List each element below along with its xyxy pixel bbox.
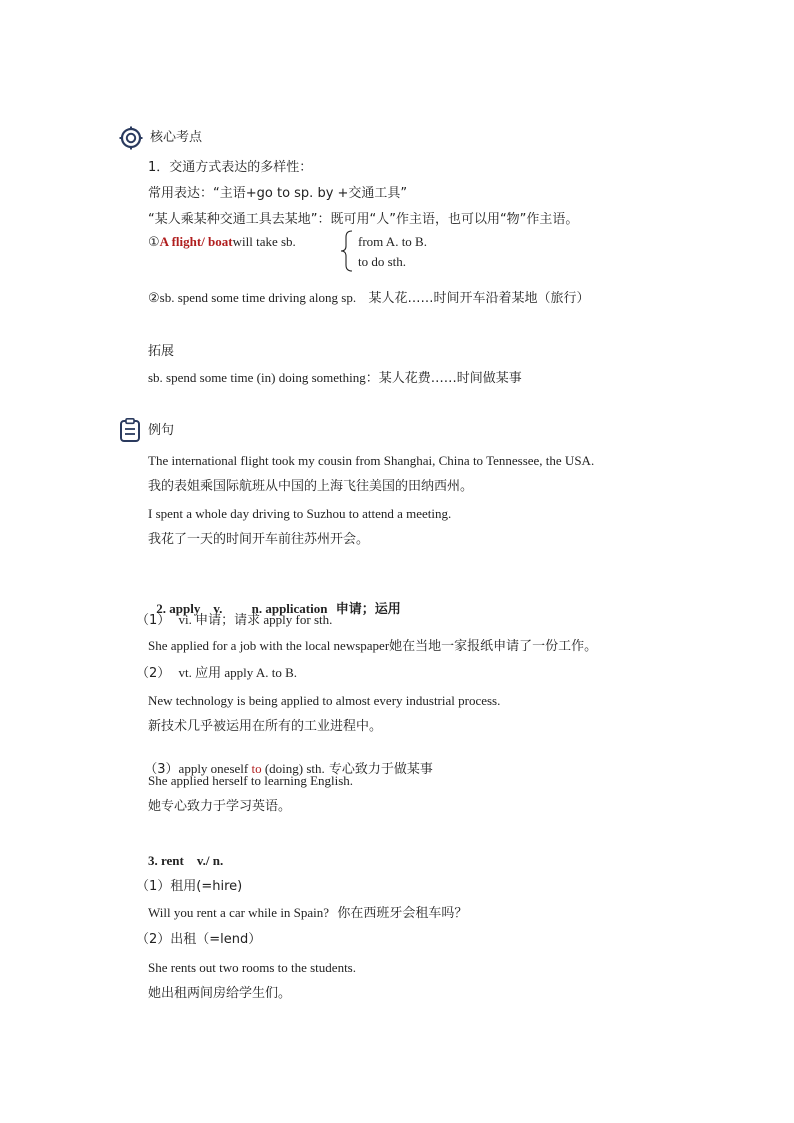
pattern2 [148,290,590,307]
apply-point2-number: （2） [136,666,171,681]
curly-brace-icon [340,230,354,272]
pattern1-option-from: from A. to B. [358,234,427,249]
apply-point3-cn: 专心致力于做某事 [324,762,433,777]
common-expression: 常用表达：“主语+go to sp. by +交通工具” [148,186,408,201]
apply-point2-text: vt. 应用 apply A. to B. [178,665,297,680]
pattern1-option-todo: to do sth. [358,254,407,269]
example1-cn: 我的表姐乘国际航班从中国的上海飞往美国的田纳西州。 [148,479,474,494]
section-title-example: 例句 [148,423,175,438]
someone-travel-rule: “某人乘某种交通工具去某地”：既可用“人”作主语，也可以用“物”作主语。 [148,212,579,227]
apply-point3-example-cn: 她专心致力于学习英语。 [148,799,292,814]
apply-point2-example-en: New technology is being applied to almost every industrial process. [148,693,501,708]
pattern2-cn: 某人花……时间开车沿着某地（旅行） [368,291,590,306]
rent-point1: （1）租用(=hire) [136,879,243,894]
rent-point2-example-cn: 她出租两间房给学生们。 [148,986,292,1001]
apply-point3-example-en: She applied herself to learning English. [148,773,354,788]
example1-en: The international flight took my cousin from Shanghai, China to Tennessee, the USA. [148,453,595,468]
apply-point2 [136,665,297,682]
extension-cn: ：某人花费……时间做某事 [365,371,522,386]
pattern1-subject: A flight/ boat [159,234,233,249]
rent-point1-example-cn: 你在西班牙会租车吗？ [337,906,468,921]
extension-en: sb. spend some time (in) doing something [148,370,366,385]
apply-point3-to: to [251,761,262,776]
rent-point2: （2）出租（=lend） [136,932,262,947]
apply-heading-cn: 申请；运用 [335,602,401,617]
apply-point1-example-en: She applied for a job with the local newspaper [148,638,390,653]
example2-en: I spent a whole day driving to Suzhou to attend a meeting. [148,506,452,521]
section-title-core: 核心考点 [150,130,203,145]
rent-point1-example-en: Will you rent a car while in Spain? [148,905,330,920]
apply-point1-number: （1） [136,613,171,628]
rent-heading: 3. rent v./ n. [148,853,224,868]
pattern1 [148,234,296,251]
example2-cn: 我花了一天的时间开车前往苏州开会。 [148,532,370,547]
pattern2-en: ②sb. spend some time driving along sp. [148,290,357,305]
rent-point1-example [148,905,467,922]
pattern1-prefix: ① [148,235,160,250]
apply-point1 [136,612,332,629]
extension-title: 拓展 [148,344,175,359]
rent-point2-example-en: She rents out two rooms to the students. [148,960,356,975]
item1-title: 1．交通方式表达的多样性： [148,160,313,175]
target-icon [119,126,143,150]
apply-point3-number: （3） [144,762,179,777]
apply-point3-b: (doing) sth. [261,761,325,776]
apply-point3-a: apply oneself [178,761,252,776]
pattern1-rest: will take sb. [232,234,296,249]
apply-point1-example-cn: 她在当地一家报纸申请了一份工作。 [389,639,598,654]
apply-point1-text: vi. 申请；请求 apply for sth. [178,612,333,627]
apply-point1-example [148,638,597,655]
apply-heading-en: 2. apply v. n. application [156,601,328,616]
clipboard-icon [119,418,141,442]
extension-line [148,370,522,387]
apply-point2-example-cn: 新技术几乎被运用在所有的工业进程中。 [148,719,383,734]
